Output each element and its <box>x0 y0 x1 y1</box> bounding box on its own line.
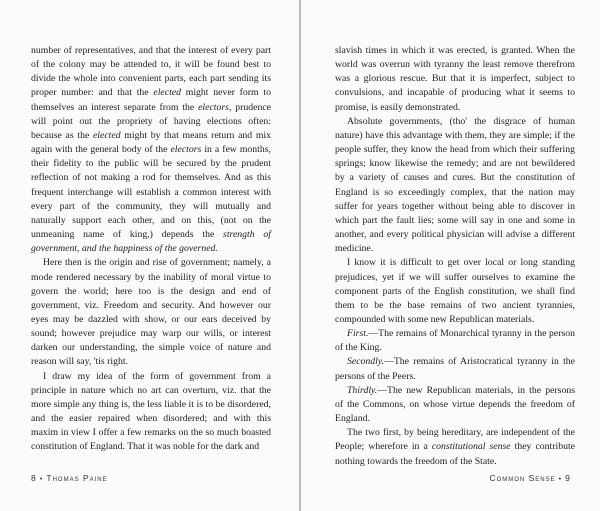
italic-run: strength of government, and the happiness of the governed. <box>31 229 271 255</box>
left-footer <box>31 473 108 483</box>
left-paragraph-1 <box>31 44 271 256</box>
right-paragraph-2: Absolute governments, (tho' the disgrace of human nature) have this advantage with them, they are simple; if the people suffer, they know the head from which their suffering springs; know likewise the remedy; and are not bewildered by a variety of causes and cures. But the constitution of England is so exceedingly complex, that the nation may suffer for years together without being able to discover in which part the fault lies; some will say in one and some in another, and every political physician will advise a different medicine. <box>335 115 575 255</box>
left-page <box>31 44 271 455</box>
right-paragraph-first <box>335 327 575 355</box>
secondly-text: —The remains of Aristocratical tyranny in the persons of the Peers. <box>335 356 575 382</box>
right-running-head: Common Sense <box>489 473 556 483</box>
left-paragraph-3: I draw my idea of the form of government from a principle in nature which no art can overturn, viz. that the more simple any thing is, the less liable it is to be disordered, and the easier repaired when disordered; and with this maxim in view I offer a few remarks on the so much boasted constitution of England. That it was noble for the dark and <box>31 370 271 453</box>
right-paragraph-thirdly <box>335 384 575 426</box>
text-run: in a few months, their fidelity to the public will be secured by the prudent reflection of not making a rod for themselves. And as this frequent interchange will establish a common interest with every part of the community, they will mutually and naturally support each other, and on this, (not on the unmeaning name of king,) depends the <box>31 144 271 241</box>
right-footer-separator: • <box>558 476 563 483</box>
left-running-head: Thomas Paine <box>46 473 108 483</box>
text-run: number of representatives, and that the interest of every part of the colony may be attended to, it will be found best to divide the whole into convenient parts, each part sending its proper number: and that the <box>31 45 271 99</box>
italic-run: electors <box>170 144 202 156</box>
secondly-label: Secondly. <box>347 356 385 368</box>
right-paragraph-secondly <box>335 355 575 383</box>
book-gutter <box>299 0 301 511</box>
text-run: , prudence will point out the propriety of having elections often: because as the <box>31 101 271 141</box>
right-footer <box>489 473 571 483</box>
right-page-number: 9 <box>565 473 571 483</box>
left-page-number: 8 <box>31 473 37 483</box>
first-text: —The remains of Monarchical tyranny in the person of the King. <box>335 328 575 354</box>
right-paragraph-last <box>335 426 575 468</box>
italic-run: electors <box>198 101 229 113</box>
left-paragraph-2: Here then is the origin and rise of government; namely, a mode rendered necessary by the inability of moral virtue to govern the world; here too is the design and end of government, viz. Freedom and security. And however our eyes may be dazzled with show, or our ears deceived by sound; however prejudice may warp our wills, or interest darken our understanding, the simple voice of nature and reason will say, 'tis right. <box>31 257 271 368</box>
right-paragraph-1: slavish times in which it was erected, is granted. When the world was overrun with tyranny the least remove therefrom was a glorious rescue. But that it is imperfect, subject to convulsions, and incapable of producing what it seems to promise, is easily demonstrated. <box>335 45 575 113</box>
first-label: First. <box>347 328 369 340</box>
thirdly-label: Thirdly. <box>347 384 378 396</box>
thirdly-text: —The new Republican materials, in the persons of the Commons, on whose virtue depends the freedom of England. <box>335 384 575 425</box>
right-paragraph-3: I know it is difficult to get over local or long standing prejudices, yet if we will suffer ourselves to examine the component parts of the English constitution, we shall find them to be the base remains of two ancient tyrannies, compounded with some new Republican materials. <box>335 257 575 325</box>
italic-run: constitutional sense <box>431 441 511 453</box>
left-footer-separator: • <box>39 476 44 483</box>
italic-run: elected <box>92 129 121 141</box>
italic-run: elected <box>153 87 181 99</box>
text-run: they contribute nothing towards the freedom of the State. <box>335 441 575 467</box>
text-run: might by that means return and mix again with the general body of the <box>31 129 272 156</box>
text-run: might never form to themselves an interest separate from the <box>31 87 271 113</box>
right-page <box>335 44 575 469</box>
text-run: The two first, by being hereditary, are independent of the People; wherefore in a <box>335 427 575 453</box>
